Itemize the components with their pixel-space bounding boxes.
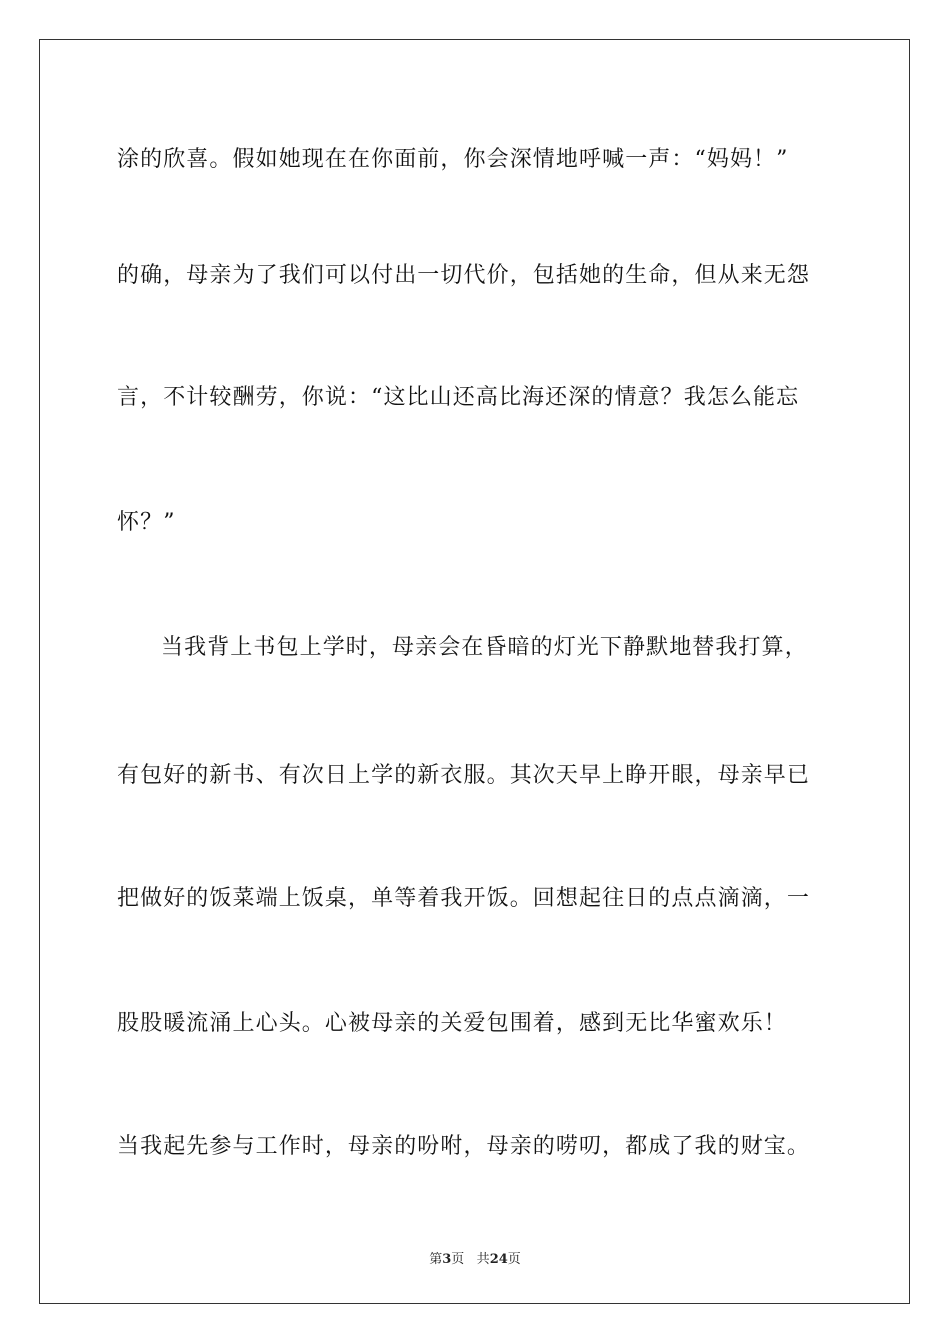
footer-page-suffix: 页 bbox=[451, 1252, 465, 1267]
footer-page-number: 3 bbox=[442, 1252, 452, 1267]
text-line-1: 涂的欣喜。假如她现在在你面前，你会深情地呼喊一声：“妈妈！” bbox=[117, 147, 789, 172]
text-line-3: 言，不计较酬劳，你说：“这比山还高比海还深的情意？我怎么能忘 bbox=[117, 385, 800, 410]
page-border bbox=[39, 39, 910, 1304]
page-footer bbox=[0, 1248, 950, 1267]
text-line-8: 股股暖流涌上心头。心被母亲的关爱包围着，感到无比华蜜欢乐！ bbox=[117, 1011, 787, 1036]
text-line-2: 的确，母亲为了我们可以付出一切代价，包括她的生命，但从来无怨 bbox=[117, 263, 811, 288]
text-line-9: 当我起先参与工作时，母亲的吩咐，母亲的唠叨，都成了我的财宝。 bbox=[117, 1134, 811, 1159]
footer-total-suffix: 页 bbox=[507, 1252, 521, 1267]
footer-page-prefix: 第 bbox=[429, 1252, 443, 1267]
text-line-7: 把做好的饭菜端上饭桌，单等着我开饭。回想起往日的点点滴滴，一 bbox=[117, 886, 811, 911]
text-line-4: 怀？” bbox=[117, 510, 176, 535]
footer-total-prefix: 共 bbox=[476, 1252, 490, 1267]
footer-total-pages: 24 bbox=[489, 1252, 508, 1267]
text-line-5-paragraph-start: 当我背上书包上学时，母亲会在昏暗的灯光下静默地替我打算， bbox=[161, 635, 808, 660]
text-line-6: 有包好的新书、有次日上学的新衣服。其次天早上睁开眼，母亲早已 bbox=[117, 763, 811, 788]
